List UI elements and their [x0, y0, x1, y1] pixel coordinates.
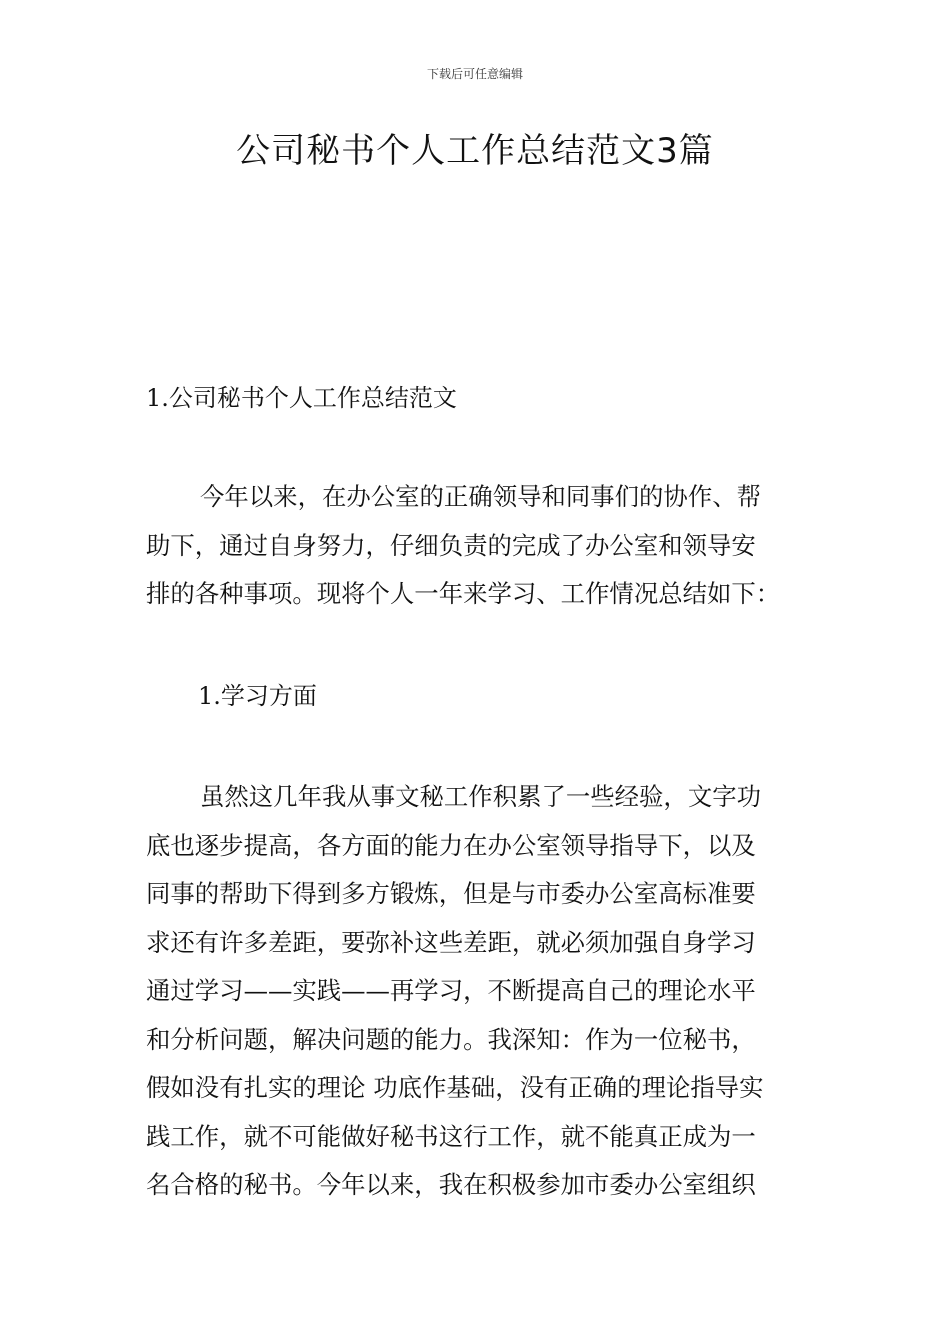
- paragraph-line: 今年以来，在办公室的正确领导和同事们的协作、帮: [200, 482, 761, 511]
- paragraph-line: 求还有许多差距，要弥补这些差距，就必须加强自身学习: [146, 927, 756, 957]
- sub-heading: 1.学习方面: [198, 682, 317, 710]
- paragraph-line: 践工作，就不可能做好秘书这行工作，就不能真正成为一: [146, 1121, 756, 1151]
- paragraph-line: 排的各种事项。现将个人一年来学习、工作情况总结如下：: [146, 579, 781, 608]
- paragraph-line: 和分析问题，解决问题的能力。我深知：作为一位秘书，: [146, 1024, 756, 1054]
- paragraph-line: 名合格的秘书。今年以来，我在积极参加市委办公室组织: [146, 1170, 756, 1199]
- paragraph-line: 底也逐步提高，各方面的能力在办公室领导指导下，以及: [146, 830, 756, 860]
- body-paragraph: [146, 773, 808, 1210]
- paragraph-line: 同事的帮助下得到多方锻炼，但是与市委办公室高标准要: [146, 879, 756, 908]
- paragraph-line: 假如没有扎实的理论 功底作基础，没有正确的理论指导实: [146, 1073, 764, 1102]
- document-title: 公司秘书个人工作总结范文3篇: [236, 131, 714, 171]
- paragraph-line: 虽然这几年我从事文秘工作积累了一些经验，文字功: [200, 782, 761, 811]
- header-note: 下载后可任意编辑: [426, 67, 523, 81]
- section-heading: 1.公司秘书个人工作总结范文: [146, 384, 457, 412]
- paragraph-line: 通过学习——实践——再学习，不断提高自己的理论水平: [146, 976, 756, 1005]
- paragraph-line: 助下，通过自身努力，仔细负责的完成了办公室和领导安: [146, 530, 756, 560]
- intro-paragraph: [146, 473, 808, 619]
